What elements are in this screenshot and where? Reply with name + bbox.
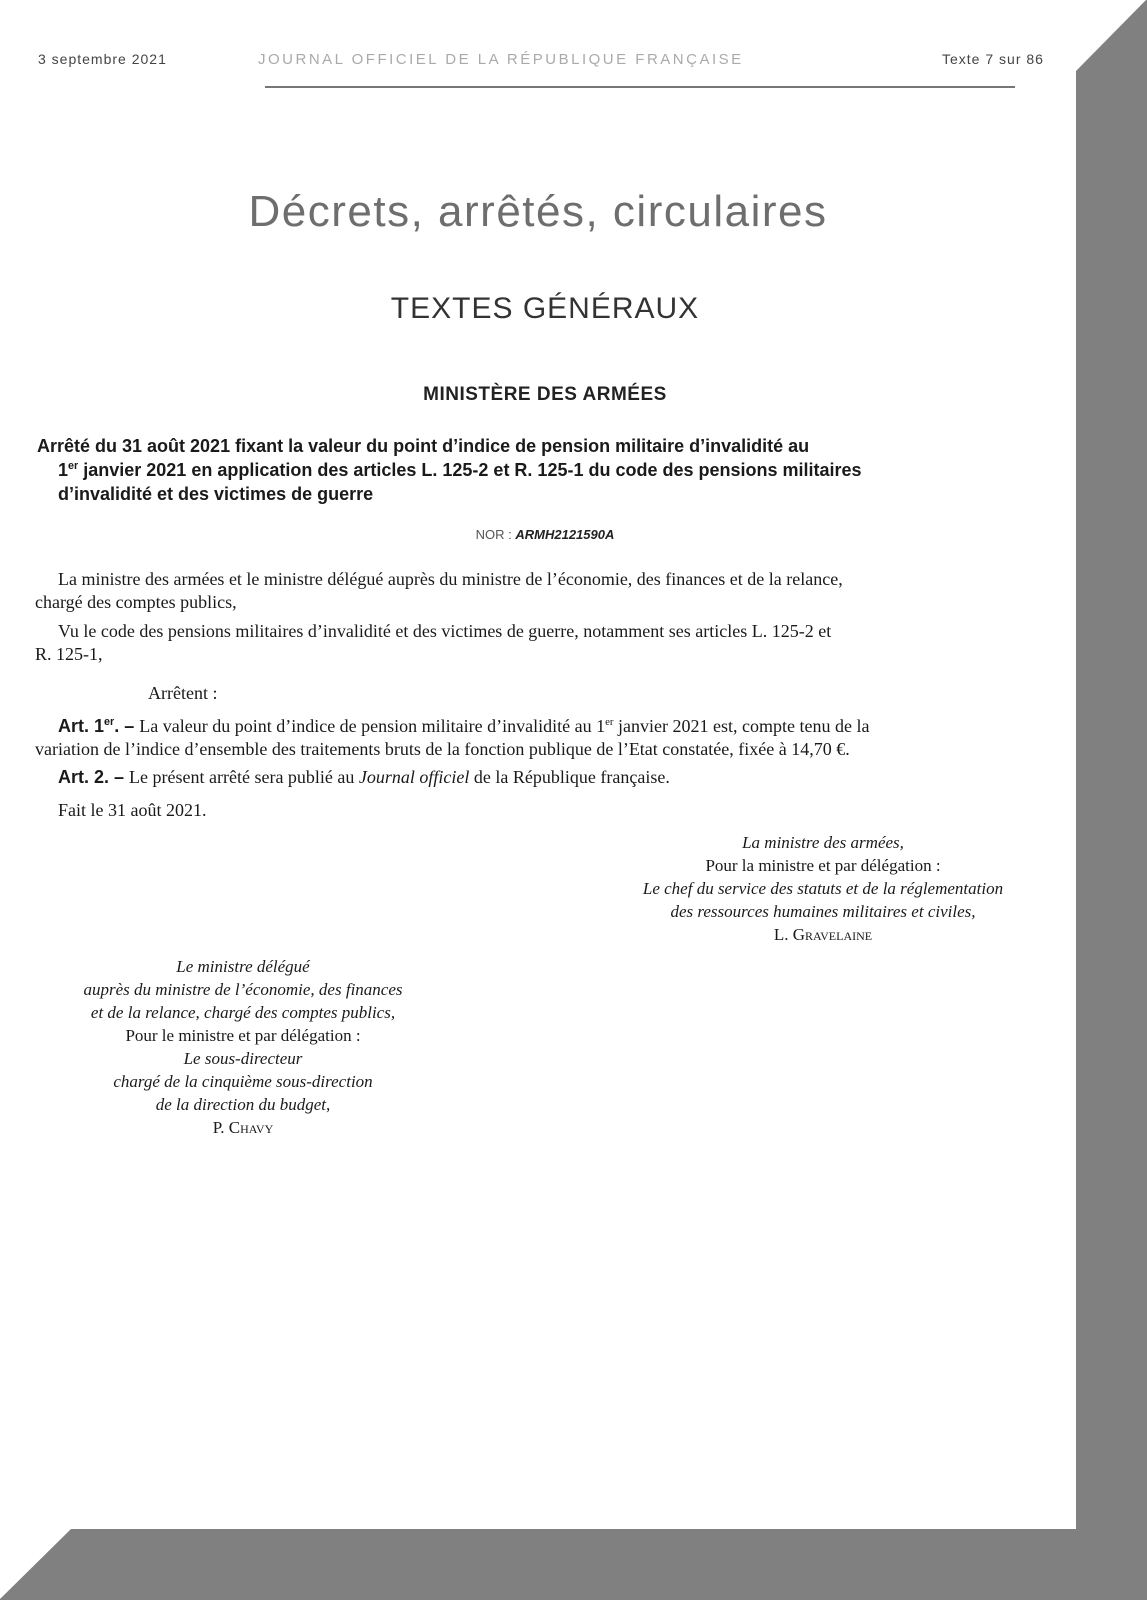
arrete-title-line1: Arrêté du 31 août 2021 fixant la valeur du point d’indice de pension militaire d’invalidité au [37, 436, 810, 456]
signature-left-l1: Le ministre délégué [176, 957, 310, 976]
article-2-journal-italic: Journal officiel [358, 767, 470, 787]
signature-right [568, 831, 1078, 946]
signature-right-l1: La ministre des armées, [742, 833, 904, 852]
main-title: Décrets, arrêtés, circulaires [248, 187, 828, 236]
signature-left-l7: de la direction du budget, [155, 1095, 331, 1114]
article-2-dash: – [109, 767, 130, 787]
article-1-label-sup: er [104, 716, 115, 728]
article-1-label [58, 716, 139, 736]
article-1-dash: . – [114, 716, 140, 736]
signature-left-l2: auprès du ministre de l’économie, des finances [83, 980, 403, 999]
article-1-text-a: La valeur du point d’indice de pension militaire d’invalidité au 1 [139, 716, 606, 736]
signature-right-name: L. Gravelaine [773, 925, 873, 944]
signature-left-l3: et de la relance, chargé des comptes publics, [90, 1003, 396, 1022]
header-rule [265, 86, 1015, 88]
article-1-text-b: janvier 2021 est, compte tenu de la [613, 716, 870, 736]
article-2-label: Art. 2. [58, 767, 110, 787]
section-title: TEXTES GÉNÉRAUX [390, 292, 700, 325]
nor-code: ARMH2121590A [515, 527, 615, 542]
arrete-title-line2-text: janvier 2021 en application des articles L. 125-2 et R. 125-1 du code des pensions militaires [78, 460, 862, 480]
arrete-title-line2 [58, 460, 862, 481]
signature-right-l4: des ressources humaines militaires et civiles, [670, 902, 976, 921]
arrete-title-line2-num: 1 [58, 460, 69, 480]
signature-left-l4: Pour le ministre et par délégation : [125, 1026, 361, 1045]
page-shadow-bottom [0, 1529, 1147, 1600]
page-shadow-right [1076, 0, 1147, 1600]
preamble-p1-line2: chargé des comptes publics, [35, 592, 237, 612]
nor-label: NOR : [475, 527, 516, 542]
arretent-label: Arrêtent : [148, 683, 218, 703]
article-1-line2: variation de l’indice d’ensemble des traitements bruts de la fonction publique de l’Etat constatée, fixée à 14,70 €. [35, 739, 850, 759]
article-1-text-sup: er [605, 716, 614, 728]
article-2 [58, 767, 670, 788]
article-1-line1 [58, 716, 869, 737]
ministry-title: MINISTÈRE DES ARMÉES [423, 384, 667, 405]
signature-left-l5: Le sous-directeur [183, 1049, 303, 1068]
arrete-title-line3: d’invalidité et des victimes de guerre [58, 484, 374, 504]
signature-right-l2: Pour la ministre et par délégation : [705, 856, 941, 875]
article-2-text-b: de la République française. [469, 767, 670, 787]
nor-reference [0, 527, 1090, 542]
header-date: 3 septembre 2021 [38, 51, 167, 67]
done-date: Fait le 31 août 2021. [58, 800, 207, 820]
signature-left-name: P. Chavy [212, 1118, 274, 1137]
preamble-p2-line1: Vu le code des pensions militaires d’invalidité et des victimes de guerre, notamment ses articles L. 125-2 et [58, 621, 832, 641]
signature-right-l3: Le chef du service des statuts et de la réglementation [642, 879, 1004, 898]
preamble-p1-line1: La ministre des armées et le ministre délégué auprès du ministre de l’économie, des finances et de la relance, [58, 569, 843, 589]
preamble-p2-line2: R. 125-1, [35, 644, 103, 664]
signature-left-l6: chargé de la cinquième sous-direction [113, 1072, 373, 1091]
signature-left [8, 955, 478, 1139]
article-2-text-a: Le présent arrêté sera publié au [129, 767, 359, 787]
article-1-label-text: Art. 1 [58, 716, 105, 736]
header-page-ref: Texte 7 sur 86 [942, 51, 1044, 67]
arrete-title-line2-sup: er [68, 460, 79, 472]
header-journal: JOURNAL OFFICIEL DE LA RÉPUBLIQUE FRANÇAISE [258, 51, 744, 68]
